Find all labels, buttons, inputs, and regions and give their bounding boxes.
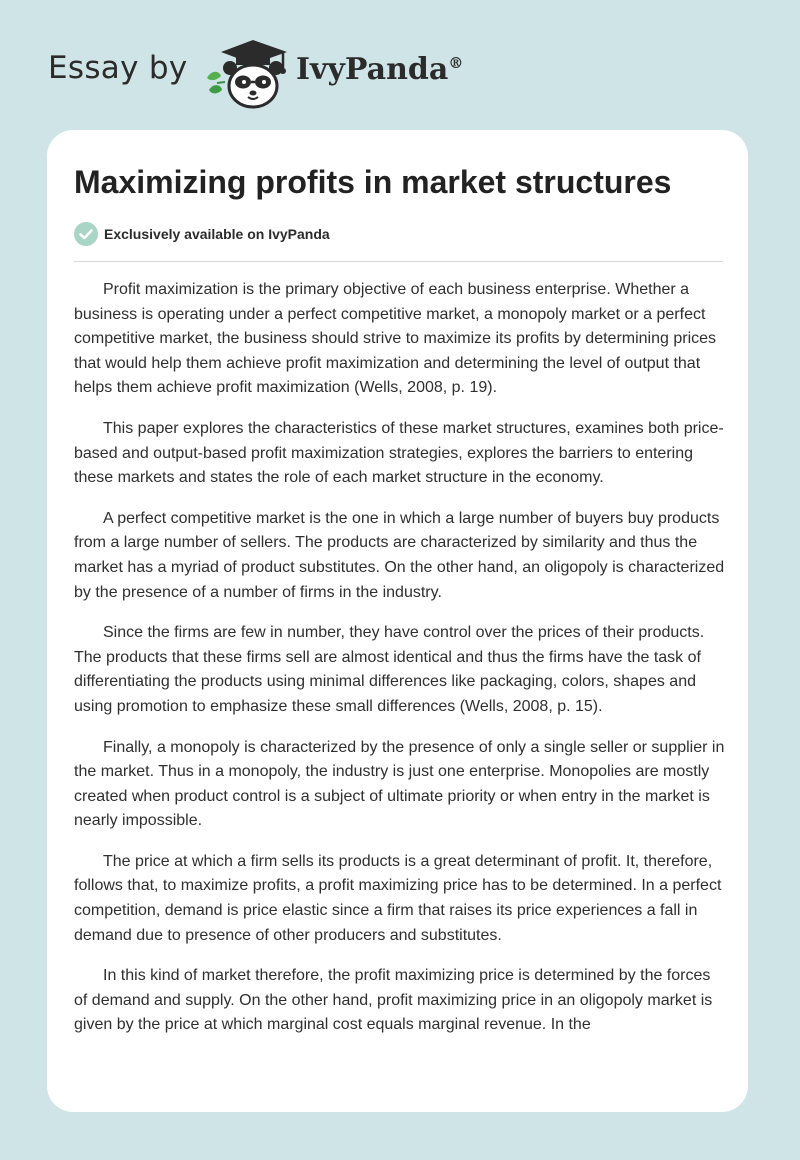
site-header [0, 0, 800, 130]
ivypanda-logo-icon[interactable] [203, 36, 293, 110]
essay-body [74, 278, 725, 1054]
paragraph: Profit maximization is the primary objective of each business enterprise. Whether a business is operating under a perfect competitive market, a monopoly market or a perfect competitive market, the business should strive to maximize its profits by determining prices that would help them achieve profit maximization and determining the level of output that helps them achieve profit maximization (Wells, 2008, p. 19). [74, 281, 717, 397]
paragraph: Finally, a monopoly is characterized by the presence of only a single seller or supplier in the market. Thus in a monopoly, the industry is just one enterprise. Monopolies are mostly created when product control is a subject of ultimate priority or when entry in the market is nearly impossible. [74, 738, 725, 830]
essay-card [47, 130, 748, 1112]
divider [74, 261, 723, 262]
exclusive-badge-label: Exclusively available on IvyPanda [104, 226, 330, 242]
check-circle-icon [74, 222, 98, 246]
brand-name[interactable] [296, 52, 463, 87]
paragraph: This paper explores the characteristics of these market structures, examines both price-based and output-based profit maximization strategies, explores the barriers to entering these markets and states the role of each market structure in the economy. [74, 419, 724, 487]
exclusive-badge [74, 222, 330, 246]
paragraph: Since the firms are few in number, they have control over the prices of their products. The products that these firms sell are almost identical and thus the firms have the task of differentiating the products using minimal differences like packaging, colors, shapes and using promotion to emphasize these small differences (Wells, 2008, p. 15). [74, 624, 705, 715]
essay-by-label: Essay by [48, 50, 188, 86]
paragraph: In this kind of market therefore, the profit maximizing price is determined by the forces of demand and supply. On the other hand, profit maximizing price in an oligopoly market is given by the price at which marginal cost equals marginal revenue. In the [74, 967, 713, 1034]
page-title: Maximizing profits in market structures [74, 164, 672, 200]
registered-mark: ® [448, 54, 464, 72]
brand-name-text: IvyPanda [296, 52, 449, 87]
paragraph: The price at which a firm sells its products is a great determinant of profit. It, therefore, follows that, to maximize profits, a profit maximizing price has to be determined. In a perfect competition, demand is price elastic since a firm that raises its price experiences a fall in demand due to presence of other producers and substitutes. [74, 852, 722, 944]
paragraph: A perfect competitive market is the one in which a large number of buyers buy products from a large number of sellers. The products are characterized by similarity and thus the market has a myriad of product substitutes. On the other hand, an oligopoly is characterized by the presence of a number of firms in the industry. [74, 509, 725, 601]
